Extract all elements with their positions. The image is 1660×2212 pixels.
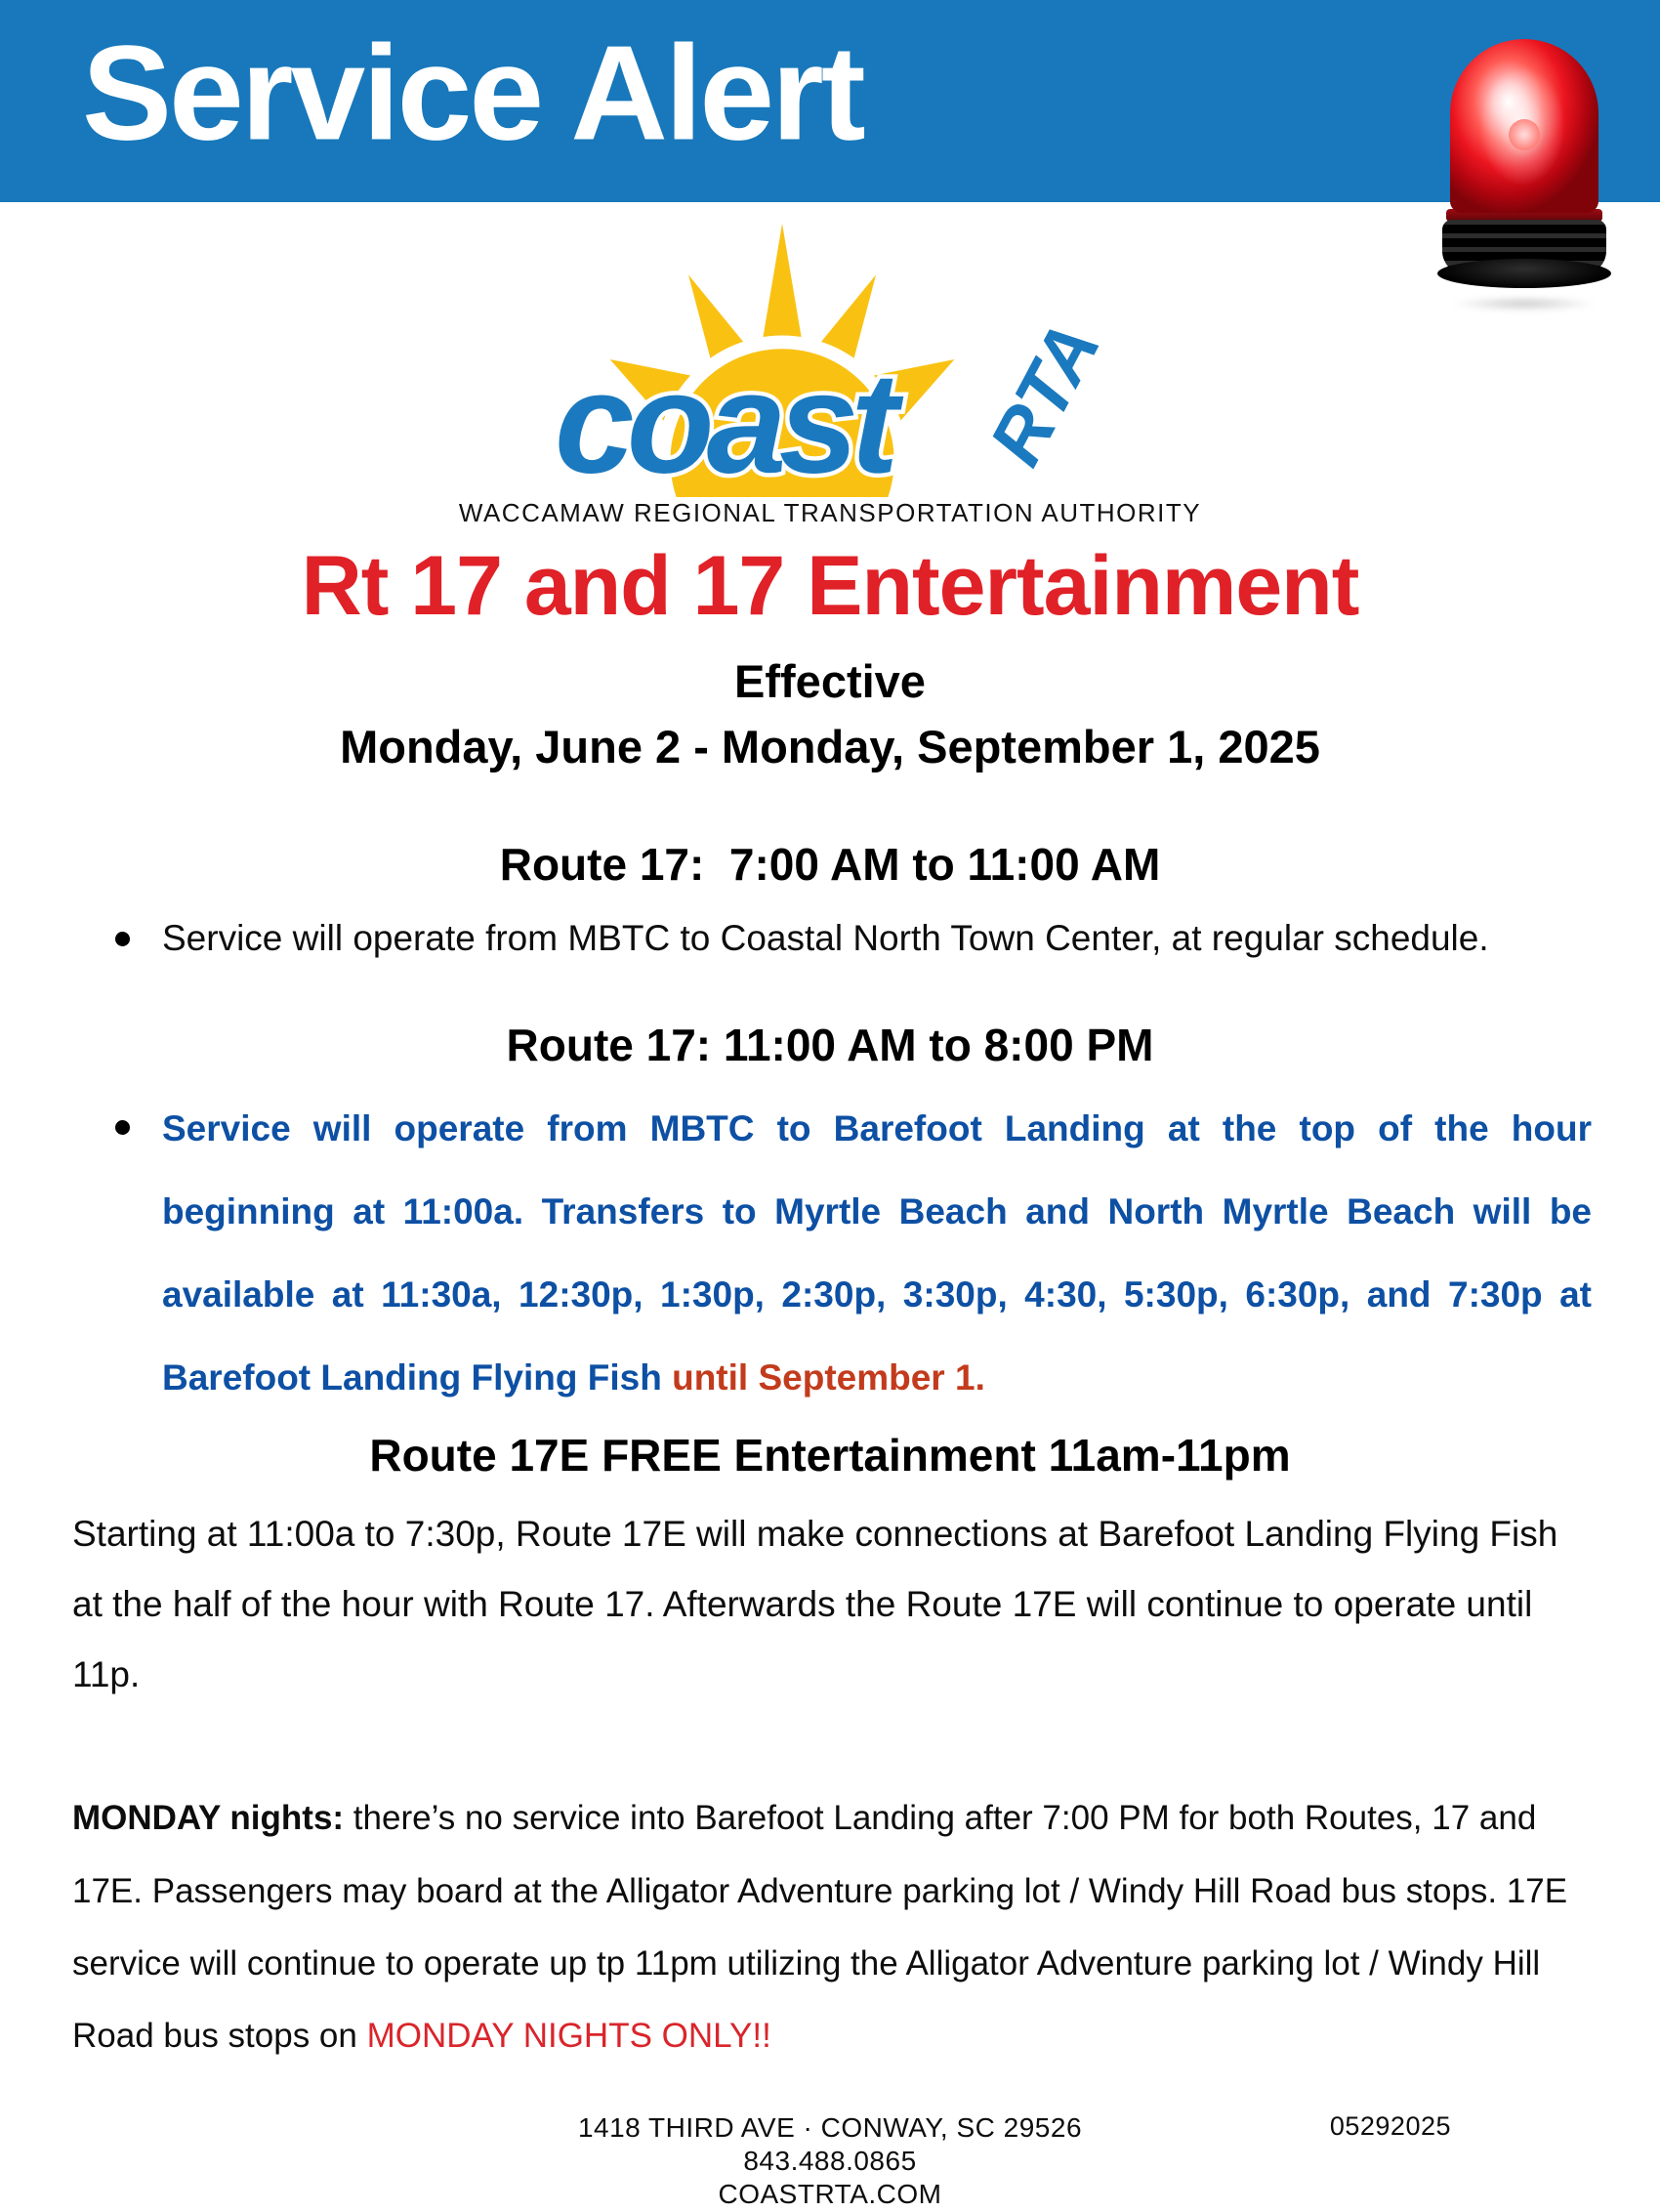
logo-tagline: WACCAMAW REGIONAL TRANSPORTATION AUTHORITY: [458, 498, 1202, 527]
sun-icon: [542, 220, 1118, 497]
coast-rta-logo: [0, 220, 1660, 528]
bullet-item-route17-pm: [68, 1087, 1592, 1419]
footer: [68, 2111, 1592, 2211]
footer-website: COASTRTA.COM: [718, 2179, 942, 2210]
footer-address: 1418 THIRD AVE · CONWAY, SC 29526: [577, 2112, 1083, 2144]
bullet-item-route17-am: [68, 906, 1592, 972]
service-alert-banner: [0, 0, 1660, 202]
footer-doc-code: 05292025: [1329, 2111, 1451, 2142]
monday-notice-body: there’s no service into Barefoot Landing after 7:00 PM for both Routes, 17 and 17E. Passengers may board at the Alligator Adventure parking lot / Windy Hill Road bus stops. 17E service will continue to operate up tp 11pm utilizing the Alligator Adventure parking lot / Windy Hill Road bus stops on: [72, 1799, 1568, 2055]
siren-foot: [1437, 259, 1611, 288]
section-heading-route17e: Route 17E FREE Entertainment 11am-11pm: [369, 1429, 1291, 1481]
logo-wordmark: coast: [554, 343, 892, 497]
banner-title: Service Alert: [82, 18, 863, 169]
monday-notice: [68, 1782, 1592, 2072]
monday-notice-highlight: MONDAY NIGHTS ONLY!!: [366, 2016, 771, 2055]
section-heading-route17-am: Route 17: 7:00 AM to 11:00 AM: [499, 839, 1161, 890]
effective-label: Effective: [734, 655, 926, 707]
bullet-text: Service will operate from MBTC to Coastal North Town Center, at regular schedule.: [162, 918, 1489, 958]
bullet-text-highlight: until September 1.: [672, 1356, 985, 1398]
logo-wordmark-suffix: RTA: [974, 310, 1117, 479]
bullet-icon: [115, 1120, 130, 1135]
section-heading-route17-pm: Route 17: 11:00 AM to 8:00 PM: [506, 1019, 1154, 1070]
siren-dome: [1450, 39, 1598, 213]
footer-phone: 843.488.0865: [743, 2146, 917, 2177]
bullet-icon: [115, 932, 130, 946]
siren-icon: [1437, 39, 1611, 312]
route17e-paragraph: Starting at 11:00a to 7:30p, Route 17E will make connections at Barefoot Landing Flying Fish at the half of the hour with Route 17. Afterwards the Route 17E will continue to operate until 11p.: [72, 1513, 1558, 1695]
siren-reflection: [1451, 296, 1598, 312]
monday-notice-lead: MONDAY nights:: [72, 1799, 345, 1838]
alert-title: Rt 17 and 17 Entertainment: [301, 539, 1359, 633]
effective-dates: Monday, June 2 - Monday, September 1, 2025: [340, 721, 1320, 772]
alert-body: [0, 838, 1660, 2212]
bullet-text-main: Service will operate from MBTC to Barefoot Landing at the top of the hour beginning at 11:00a. Transfers to Myrtle Beach and North Myrtle Beach will be available at 11:30a, 12:30p, 1:30p, 2:30p, 3:30p, 4:30, 5:30p, 6:30p, and 7:30p at Barefoot Landing Flying Fish: [162, 1107, 1592, 1398]
